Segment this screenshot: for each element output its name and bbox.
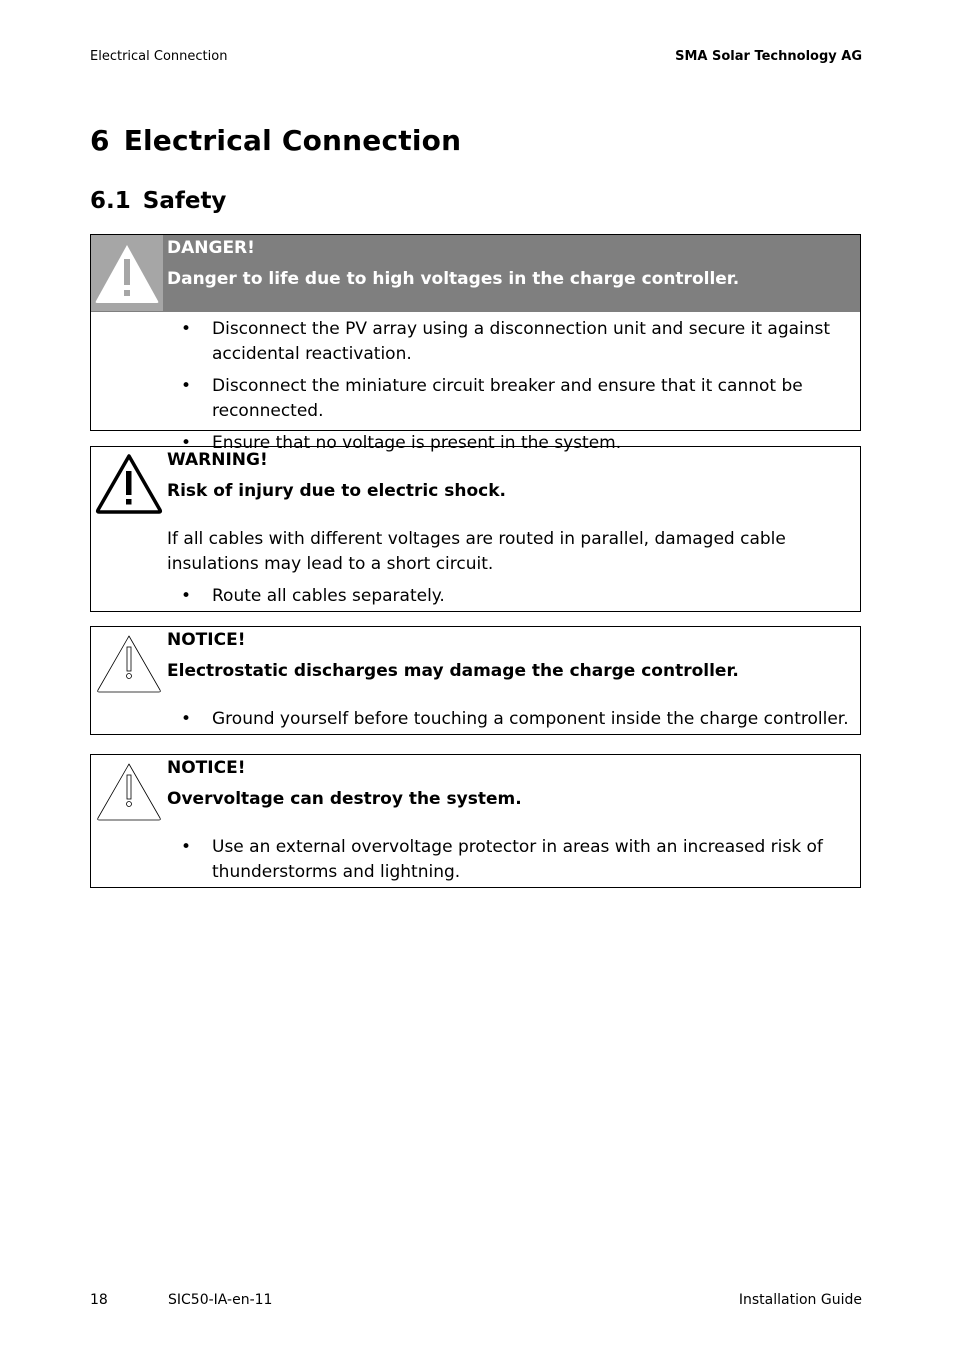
- danger-box: [90, 234, 861, 453]
- list-item: • Route all cables separately.: [91, 584, 860, 609]
- chapter-title: Electrical Connection: [123, 124, 462, 157]
- section-number: 6.1: [90, 188, 131, 214]
- warning-box: [90, 446, 861, 612]
- danger-header: [91, 235, 860, 312]
- danger-signal-word: DANGER!: [167, 238, 255, 258]
- notice-signal-word: NOTICE!: [167, 758, 246, 778]
- notice-title: Electrostatic discharges may damage the charge controller.: [167, 661, 739, 681]
- running-header-left: Electrical Connection: [90, 49, 228, 64]
- page-number: 18: [90, 1292, 108, 1308]
- list-item: • Ground yourself before touching a component inside the charge controller.: [91, 707, 860, 732]
- notice-header: [91, 755, 860, 835]
- danger-body: [91, 312, 860, 456]
- danger-title: Danger to life due to high voltages in the charge controller.: [167, 269, 740, 289]
- warning-triangle-icon: [95, 453, 163, 515]
- notice-header: [91, 627, 860, 707]
- warning-icon-cell: [95, 453, 165, 523]
- list-item: • Disconnect the PV array using a disconnection unit and secure it against accidental reactivation.: [91, 317, 860, 367]
- warning-title: Risk of injury due to electric shock.: [167, 481, 506, 501]
- document-type: Installation Guide: [738, 1292, 862, 1308]
- warning-body: [91, 527, 860, 609]
- list-item: • Disconnect the miniature circuit breaker and ensure that it cannot be reconnected.: [91, 374, 860, 424]
- notice-icon-cell: [95, 633, 165, 703]
- notice-box-overvoltage: [90, 754, 861, 888]
- list-item: • Ensure that no voltage is present in the system.: [91, 431, 860, 456]
- notice-body: [91, 707, 860, 732]
- notice-body: [91, 835, 860, 885]
- notice-triangle-icon: [95, 761, 163, 823]
- notice-signal-word: NOTICE!: [167, 630, 246, 650]
- warning-text: If all cables with different voltages are routed in parallel, damaged cable insulations may lead to a short circuit.: [167, 529, 786, 574]
- notice-triangle-icon: [95, 633, 163, 695]
- notice-icon-cell: [95, 761, 165, 831]
- danger-icon-cell: [91, 235, 163, 311]
- document-id: SIC50-IA-en-11: [168, 1292, 273, 1308]
- chapter-heading: [90, 124, 461, 157]
- list-item: • Use an external overvoltage protector in areas with an increased risk of thunderstorms and lightning.: [91, 835, 860, 885]
- notice-title: Overvoltage can destroy the system.: [167, 789, 522, 809]
- section-heading: [90, 188, 226, 214]
- warning-header: [91, 447, 860, 527]
- notice-box-esd: [90, 626, 861, 735]
- section-title: Safety: [142, 188, 227, 214]
- running-header-right: SMA Solar Technology AG: [675, 49, 862, 64]
- chapter-number: 6: [90, 124, 110, 157]
- warning-triangle-icon: [91, 235, 163, 311]
- warning-signal-word: WARNING!: [167, 450, 268, 470]
